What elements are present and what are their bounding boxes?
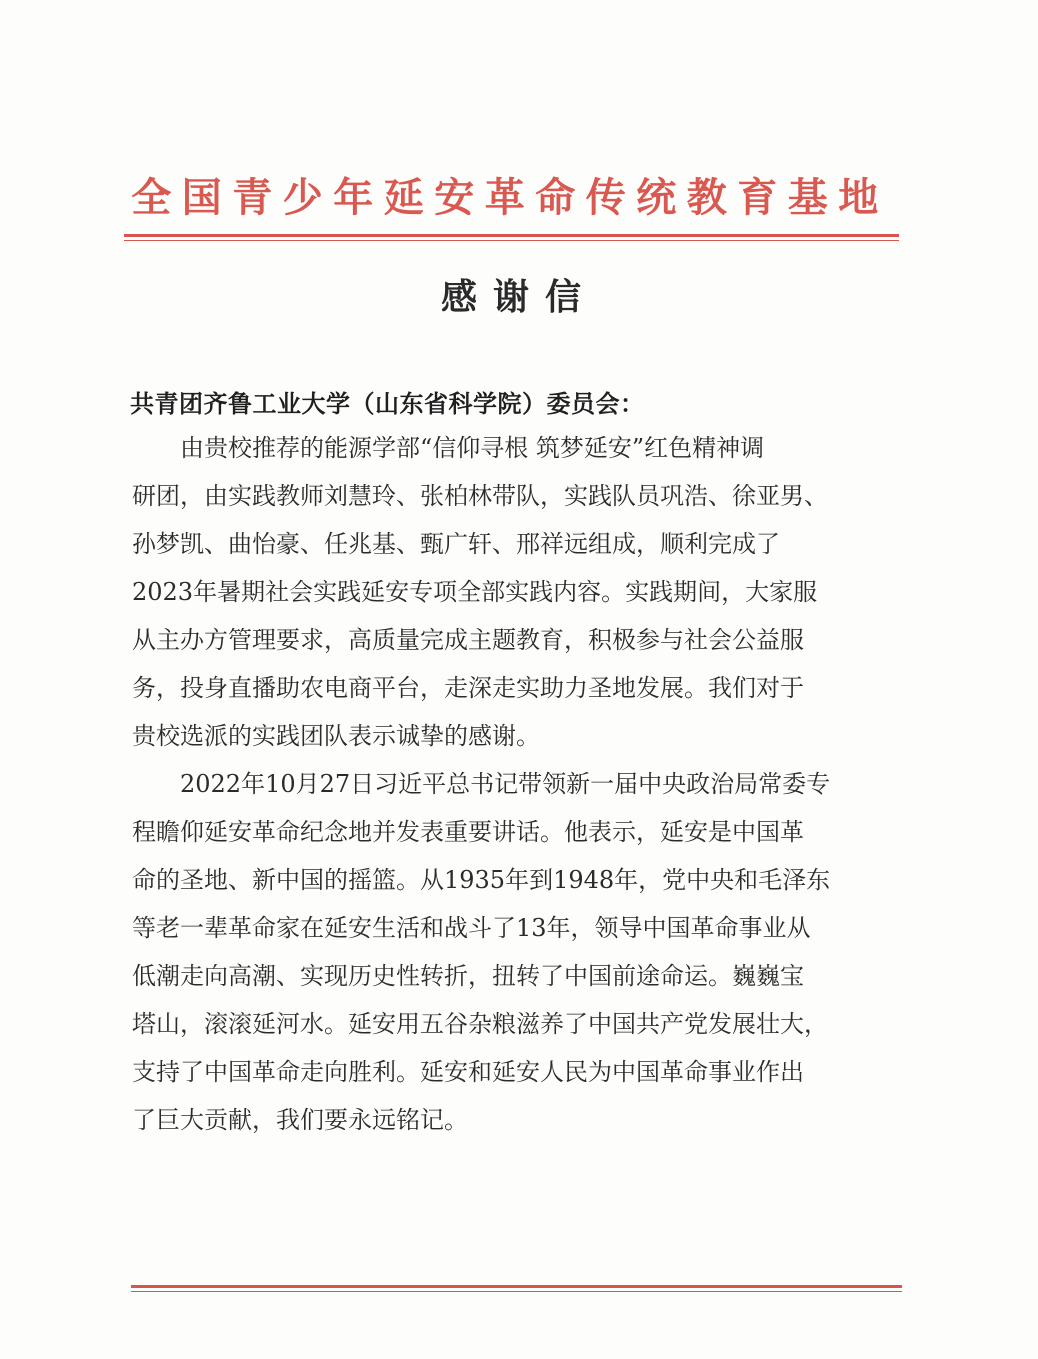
paragraph-line: 命的圣地、新中国的摇篮。从1935年到1948年，党中央和毛泽东 xyxy=(132,866,831,894)
footer-divider xyxy=(131,1285,902,1292)
organization-letterhead: 全国青少年延安革命传统教育基地 xyxy=(131,174,889,221)
paragraph-line: 程瞻仰延安革命纪念地并发表重要讲话。他表示，延安是中国革 xyxy=(132,818,804,846)
paragraph-line: 塔山，滚滚延河水。延安用五谷杂粮滋养了中国共产党发展壮大， xyxy=(132,1010,828,1038)
paragraph-line: 从主办方管理要求，高质量完成主题教育，积极参与社会公益服 xyxy=(132,626,804,654)
paragraph-line: 研团，由实践教师刘慧玲、张柏林带队，实践队员巩浩、徐亚男、 xyxy=(132,482,828,510)
paragraph-line: 低潮走向高潮、实现历史性转折，扭转了中国前途命运。巍巍宝 xyxy=(132,962,804,990)
paragraph-line: 支持了中国革命走向胜利。延安和延安人民为中国革命事业作出 xyxy=(132,1058,804,1086)
salutation: 共青团齐鲁工业大学（山东省科学院）委员会： xyxy=(130,390,645,418)
letter-body xyxy=(132,424,912,1144)
divider-thin-line xyxy=(131,1291,902,1292)
paragraph-2 xyxy=(132,760,912,1144)
paragraph-line: 贵校选派的实践团队表示诚挚的感谢。 xyxy=(132,722,540,750)
divider-thick-line xyxy=(131,1285,902,1288)
letter-title: 感谢信 xyxy=(440,277,597,318)
paragraph-line: 等老一辈革命家在延安生活和战斗了13年，领导中国革命事业从 xyxy=(132,914,811,942)
paragraph-line: 孙梦凯、曲怡豪、任兆基、甄广轩、邢祥远组成，顺利完成了 xyxy=(132,530,780,558)
paragraph-line: 了巨大贡献，我们要永远铭记。 xyxy=(132,1106,468,1134)
paragraph-line: 务，投身直播助农电商平台，走深走实助力圣地发展。我们对于 xyxy=(132,674,804,702)
divider-thick-line xyxy=(124,234,899,237)
letterhead-divider xyxy=(124,234,899,241)
paragraph-line: 2022年10月27日习近平总书记带领新一届中央政治局常委专 xyxy=(132,770,831,798)
divider-thin-line xyxy=(124,240,899,241)
paragraph-line: 2023年暑期社会实践延安专项全部实践内容。实践期间，大家服 xyxy=(132,578,818,606)
paragraph-1 xyxy=(132,424,912,760)
paragraph-line: 由贵校推荐的能源学部“信仰寻根 筑梦延安”红色精神调 xyxy=(132,434,765,462)
